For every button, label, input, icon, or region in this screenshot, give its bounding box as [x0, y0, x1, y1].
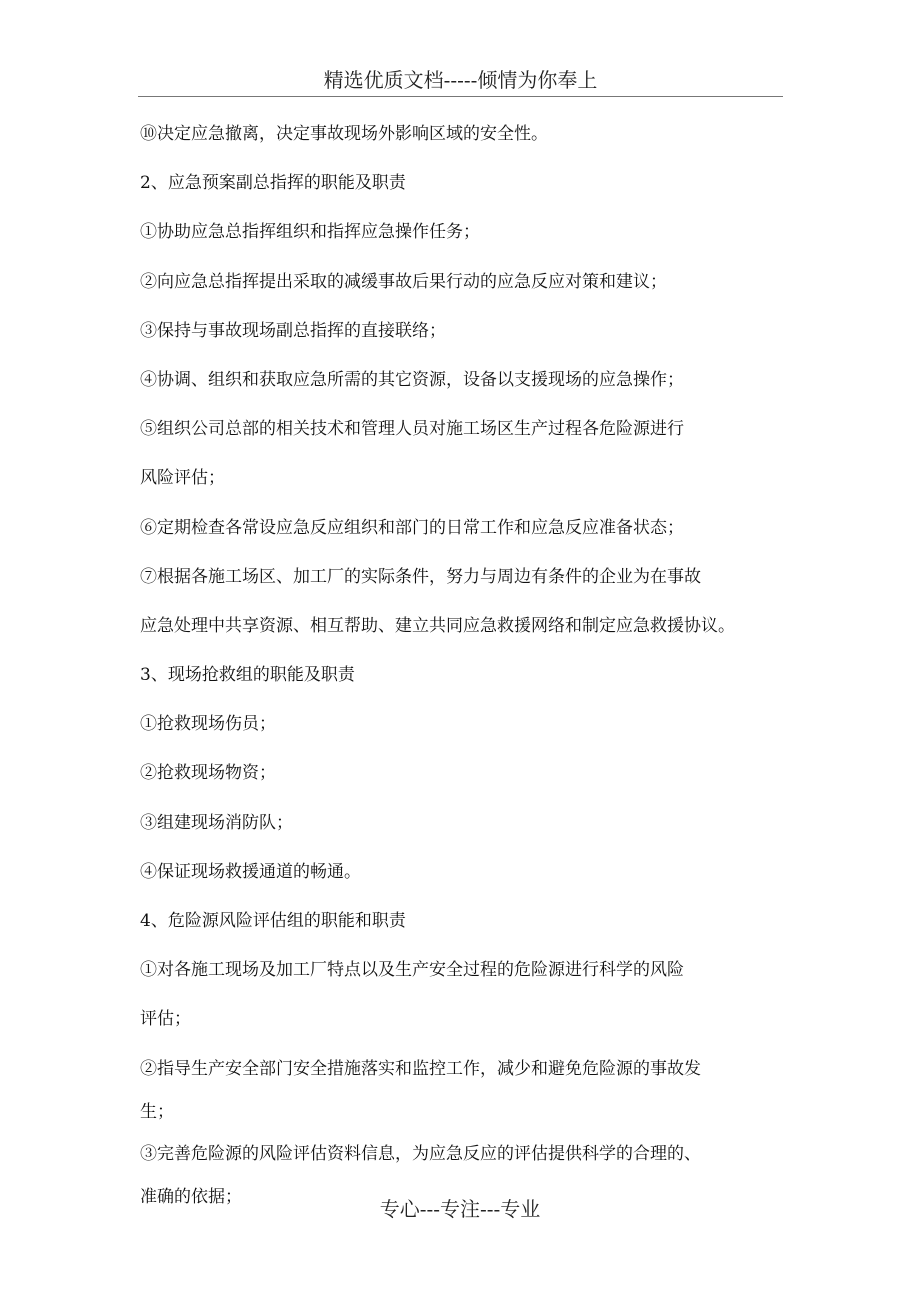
paragraph-line-15: ③组建现场消防队； — [140, 812, 293, 833]
paragraph-line-16: ④保证现场救援通道的畅通。 — [140, 861, 361, 882]
paragraph-line-10: ⑦根据各施工场区、加工厂的实际条件，努力与周边有条件的企业为在事故 — [140, 566, 701, 587]
paragraph-line-19: 评估； — [140, 1009, 191, 1030]
paragraph-line-7: ⑤组织公司总部的相关技术和管理人员对施工场区生产过程各危险源进行 — [140, 419, 684, 440]
paragraph-line-23: 准确的依据； — [140, 1186, 242, 1207]
paragraph-line-6: ④协调、组织和获取应急所需的其它资源，设备以支援现场的应急操作； — [140, 369, 684, 390]
paragraph-line-12: 3、现场抢救组的职能及职责 — [140, 665, 355, 686]
paragraph-line-4: ②向应急总指挥提出采取的减缓事故后果行动的应急反应对策和建议； — [140, 271, 667, 292]
document-body — [140, 110, 780, 1215]
paragraph-line-22: ③完善危险源的风险评估资料信息，为应急反应的评估提供科学的合理的、 — [140, 1143, 701, 1164]
paragraph-line-8: 风险评估； — [140, 468, 225, 489]
paragraph-line-11: 应急处理中共享资源、相互帮助、建立共同应急救援网络和制定应急救援协议。 — [140, 615, 735, 636]
paragraph-line-5: ③保持与事故现场副总指挥的直接联络； — [140, 320, 446, 341]
page-header: 精选优质文档-----倾情为你奉上 — [138, 64, 783, 97]
page-footer: 专心---专注---专业 — [379, 1197, 541, 1221]
paragraph-line-20: ②指导生产安全部门安全措施落实和监控工作，减少和避免危险源的事故发 — [140, 1058, 701, 1079]
paragraph-line-14: ②抢救现场物资； — [140, 763, 276, 784]
paragraph-line-13: ①抢救现场伤员； — [140, 714, 276, 735]
paragraph-line-3: ①协助应急总指挥组织和指挥应急操作任务； — [140, 222, 480, 243]
paragraph-line-18: ①对各施工现场及加工厂特点以及生产安全过程的危险源进行科学的风险 — [140, 960, 684, 981]
paragraph-line-17: 4、危险源风险评估组的职能和职责 — [140, 911, 406, 931]
paragraph-line-9: ⑥定期检查各常设应急反应组织和部门的日常工作和应急反应准备状态； — [140, 517, 684, 538]
paragraph-line-21: 生； — [140, 1101, 174, 1122]
paragraph-line-1: ⑩决定应急撤离，决定事故现场外影响区域的安全性。 — [140, 124, 548, 144]
paragraph-line-2: 2、应急预案副总指挥的职能及职责 — [140, 173, 406, 194]
